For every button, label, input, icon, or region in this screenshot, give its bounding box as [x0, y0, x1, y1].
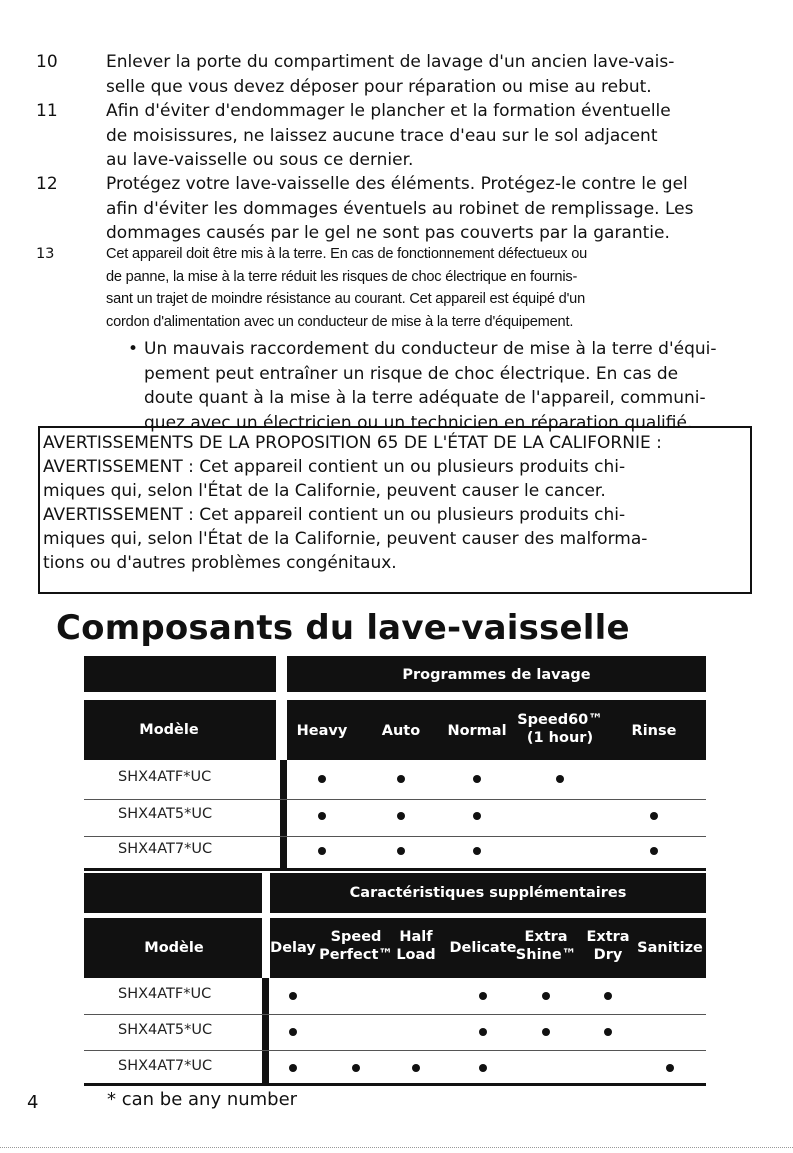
item-number: 12	[36, 174, 58, 194]
text-line: doute quant à la mise à la terre adéquate de l'appareil, communi-	[144, 388, 706, 408]
text-line: afin d'éviter les dommages éventuels au robinet de remplissage. Les	[106, 198, 694, 219]
table2-bottom-line	[84, 1083, 706, 1086]
text-line: pement peut entraîner un risque de choc électrique. En cas de	[144, 363, 679, 384]
check-dot	[352, 1064, 360, 1072]
check-dot	[650, 812, 658, 820]
table1-model-title: Modèle	[139, 722, 199, 738]
text-line: sant un trajet de moindre résistance au courant. Cet appareil est équipé d'un	[106, 291, 586, 307]
check-dot	[479, 992, 487, 1000]
check-dot	[318, 812, 326, 820]
table2-group-title: Caractéristiques supplémentaires	[349, 885, 627, 901]
column-header: Auto	[381, 723, 421, 739]
table1-group-title: Programmes de lavage	[402, 667, 591, 683]
warning-line: miques qui, selon l'État de la Californie, peuvent causer des malforma-	[43, 529, 648, 549]
text-line: cordon d'alimentation avec un conducteur de mise à la terre d'équipement.	[106, 313, 574, 330]
item-text	[106, 172, 746, 246]
table-row-line	[84, 1050, 706, 1051]
check-dot	[473, 775, 481, 783]
bottom-dotted-line	[0, 1147, 793, 1148]
table-row-model: SHX4AT5*UC	[118, 1022, 213, 1038]
item-text	[106, 243, 746, 333]
text-line: de panne, la mise à la terre réduit les risques de choc électrique en fournis-	[106, 268, 578, 285]
check-dot	[397, 812, 405, 820]
check-dot	[650, 847, 658, 855]
check-dot	[289, 1028, 297, 1036]
check-dot	[604, 992, 612, 1000]
item-number: 13	[36, 245, 55, 262]
item-text	[106, 99, 746, 173]
text-line: Un mauvais raccordement du conducteur de mise à la terre d'équi-	[144, 339, 717, 359]
text-line: au lave-vaisselle ou sous ce dernier.	[106, 150, 414, 170]
table1-bottom-line	[84, 868, 706, 871]
column-header: Delay	[270, 940, 316, 956]
check-dot	[542, 992, 550, 1000]
check-dot	[479, 1064, 487, 1072]
footnote: * can be any number	[107, 1089, 298, 1110]
check-dot	[479, 1028, 487, 1036]
text-line: de moisissures, ne laissez aucune trace d'eau sur le sol adjacent	[106, 125, 658, 146]
table2-blank-header	[84, 873, 262, 913]
text-line: quez avec un électricien ou un technicien en réparation qualifié.	[144, 412, 693, 433]
table2-model-title: Modèle	[144, 940, 204, 956]
check-dot	[666, 1064, 674, 1072]
table2-divider	[262, 978, 269, 1084]
warning-line: miques qui, selon l'État de la Californie, peuvent causer le cancer.	[43, 481, 606, 501]
section-title: Composants du lave-vaisselle	[56, 608, 630, 648]
text-line: selle que vous devez déposer pour réparation ou mise au rebut.	[106, 76, 652, 97]
text-line: Cet appareil doit être mis à la terre. En cas de fonctionnement défectueux ou	[106, 246, 588, 262]
column-header: Speed60™ (1 hour)	[517, 712, 603, 746]
column-header: Sanitize	[637, 940, 703, 956]
table-row-model: SHX4ATF*UC	[118, 769, 212, 785]
item-text	[106, 50, 746, 99]
table-row-line	[84, 1014, 706, 1015]
check-dot	[318, 775, 326, 783]
check-dot	[412, 1064, 420, 1072]
column-header: Heavy	[296, 723, 348, 739]
warning-line: AVERTISSEMENTS DE LA PROPOSITION 65 DE L'ÉTAT DE LA CALIFORNIE :	[43, 433, 662, 453]
table-row-model: SHX4ATF*UC	[118, 986, 212, 1002]
page-number: 4	[27, 1092, 39, 1113]
column-header: Extra Dry	[586, 929, 630, 963]
table1-divider	[280, 760, 287, 868]
table-row-model: SHX4AT7*UC	[118, 841, 213, 857]
check-dot	[473, 847, 481, 855]
table-row-line	[84, 836, 706, 837]
table-row-model: SHX4AT5*UC	[118, 806, 213, 822]
check-dot	[397, 847, 405, 855]
column-header: Extra Shine™	[515, 929, 577, 963]
check-dot	[473, 812, 481, 820]
column-header: Speed Perfect™	[319, 929, 393, 963]
check-dot	[542, 1028, 550, 1036]
warning-line: tions ou d'autres problèmes congénitaux.	[43, 553, 397, 573]
item-number: 11	[36, 101, 58, 121]
check-dot	[318, 847, 326, 855]
column-header: Half Load	[396, 929, 436, 963]
text-line: Protégez votre lave-vaisselle des éléments. Protégez-le contre le gel	[106, 174, 688, 194]
item-number: 10	[36, 52, 58, 72]
check-dot	[289, 1064, 297, 1072]
check-dot	[604, 1028, 612, 1036]
warning-box	[38, 426, 752, 594]
bullet-dot: •	[128, 339, 139, 359]
text-line: dommages causés par le gel ne sont pas couverts par la garantie.	[106, 223, 670, 243]
check-dot	[397, 775, 405, 783]
column-header: Rinse	[631, 723, 677, 739]
column-header: Delicate	[449, 940, 517, 956]
warning-line: AVERTISSEMENT : Cet appareil contient un ou plusieurs produits chi-	[43, 505, 626, 525]
warning-line: AVERTISSEMENT : Cet appareil contient un ou plusieurs produits chi-	[43, 457, 626, 477]
check-dot	[556, 775, 564, 783]
text-line: Afin d'éviter d'endommager le plancher et la formation éventuelle	[106, 101, 671, 121]
table1-blank-header	[84, 656, 276, 692]
text-line: Enlever la porte du compartiment de lavage d'un ancien lave-vais-	[106, 52, 675, 72]
table-row-model: SHX4AT7*UC	[118, 1058, 213, 1074]
table-row-line	[84, 799, 706, 800]
bullet-text	[144, 337, 748, 435]
column-header: Normal	[447, 723, 507, 739]
check-dot	[289, 992, 297, 1000]
